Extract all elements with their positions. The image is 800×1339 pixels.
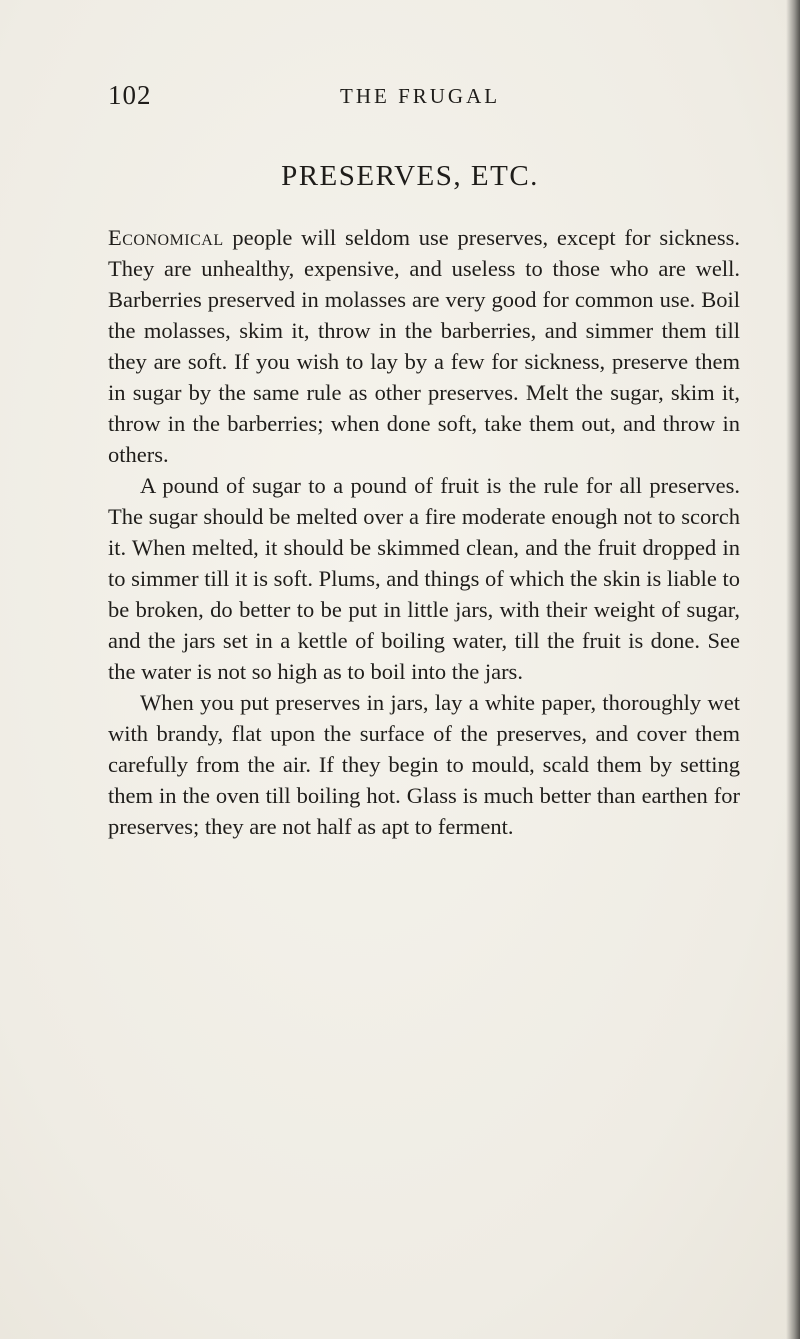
page-number: 102	[108, 80, 152, 110]
section-heading: PRESERVES, ETC.	[281, 160, 539, 192]
paragraph-text: people will seldom use preserves, except for sickness. They are unhealthy, expensive, and useless to those who are well. Barberries preserved in molasses are very good for common use. Boil the molasses, skim it, throw in the barberries, and simmer them till they are soft. If you wish to lay by a few for sickness, preserve them in sugar by the same rule as other preserves. Melt the sugar, skim it, throw in the barberries; when done soft, take them out, and throw in others.	[108, 225, 740, 467]
body-text	[108, 222, 740, 842]
paragraph-lead-word: Economical	[108, 225, 224, 250]
running-head-title: THE FRUGAL	[340, 84, 501, 108]
paragraph-economical	[108, 222, 740, 470]
page-edge-shadow	[786, 0, 800, 1339]
paragraph-jars	[108, 687, 740, 842]
running-head	[0, 80, 800, 120]
paragraph-pound-of-sugar	[108, 470, 740, 687]
paragraph-text: When you put preserves in jars, lay a white paper, thoroughly wet with brandy, flat upon the surface of the preserves, and cover them carefully from the air. If they begin to mould, scald them by setting them in the oven till boiling hot. Glass is much better than earthen for preserves; they are not half as apt to ferment.	[108, 690, 740, 839]
paragraph-text: A pound of sugar to a pound of fruit is the rule for all preserves. The sugar should be melted over a fire moderate enough not to scorch it. When melted, it should be skimmed clean, and the fruit dropped in to simmer till it is soft. Plums, and things of which the skin is liable to be broken, do better to be put in little jars, with their weight of sugar, and the jars set in a kettle of boiling water, till the fruit is done. See the water is not so high as to boil into the jars.	[108, 473, 740, 684]
